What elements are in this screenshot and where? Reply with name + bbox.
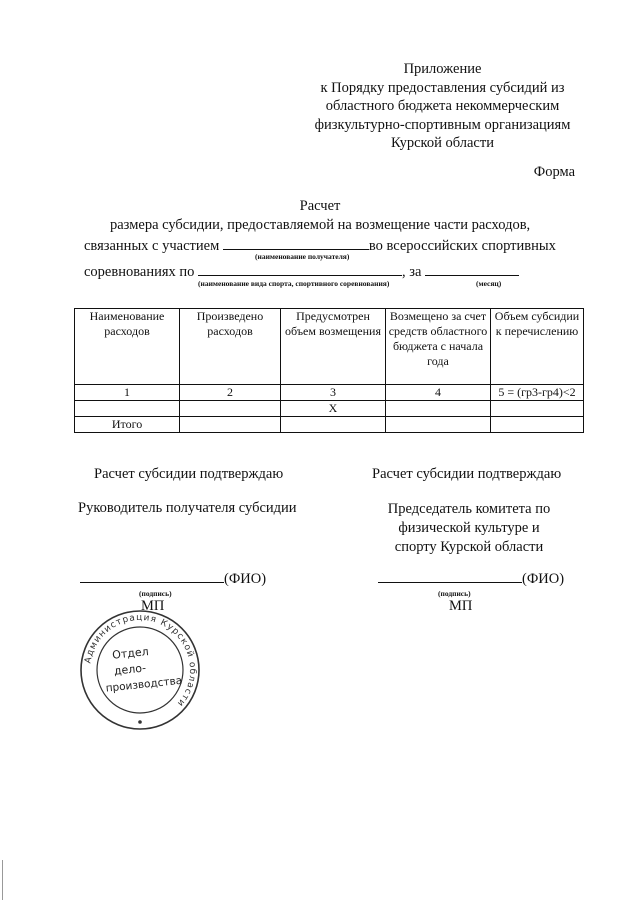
table-cell — [180, 417, 281, 433]
form-label: Форма — [533, 164, 575, 180]
header-cell: Возмещено за счет средств областного бюджета с начала года — [386, 309, 491, 385]
caption-recipient: (наименование получателя) — [255, 252, 350, 261]
number-cell: 1 — [75, 385, 180, 401]
right-role-line: Председатель комитета по — [387, 501, 551, 517]
sport-blank — [198, 261, 402, 276]
left-role-text: Руководитель получателя субсидии — [78, 500, 297, 516]
calc-line-3 — [84, 261, 519, 281]
appendix-line: физкультурно-спортивным организациям — [314, 116, 571, 133]
table-cell — [491, 417, 584, 433]
calc-line-2-prefix: связанных с участием — [84, 238, 220, 254]
number-cell: 3 — [281, 385, 386, 401]
calc-table — [74, 308, 584, 433]
recipient-blank — [223, 235, 369, 250]
calc-line-3-prefix: соревнованиях по — [84, 264, 195, 280]
right-mp-label: МП — [449, 598, 473, 614]
table-cell — [491, 401, 584, 417]
left-mp-label: МП — [141, 598, 165, 614]
number-cell: 4 — [386, 385, 491, 401]
right-role-block — [360, 500, 578, 557]
month-blank — [425, 261, 519, 276]
left-signature-blank — [80, 568, 224, 583]
number-cell: 5 = (гр3-гр4)<2 — [491, 385, 584, 401]
right-role-line: физической культуре и — [398, 520, 540, 536]
right-signature-caption: (подпись) — [438, 589, 471, 598]
stamp-center-line: производства — [105, 674, 183, 695]
header-cell: Предусмотрен объем возмещения — [281, 309, 386, 385]
stamp-center-line: дело- — [113, 661, 147, 678]
table-row — [75, 401, 584, 417]
table-number-row — [75, 385, 584, 401]
total-label-cell: Итого — [75, 417, 180, 433]
table-total-row — [75, 417, 584, 433]
stamp-ring-text: Администрация Курской области — [83, 612, 198, 709]
right-confirm-text: Расчет субсидии подтверждаю — [372, 466, 562, 482]
appendix-line: Курской области — [391, 135, 494, 151]
table-cell — [75, 401, 180, 417]
right-fio-label: (ФИО) — [522, 571, 565, 587]
right-signature-blank — [378, 568, 522, 583]
header-cell: Наименование расходов — [75, 309, 180, 385]
table-cell — [386, 401, 491, 417]
right-role-line: спорту Курской области — [394, 539, 544, 555]
number-cell: 2 — [180, 385, 281, 401]
calc-line-1: размера субсидии, предоставляемой на возмещение части расходов, — [110, 217, 531, 233]
caption-month: (месяц) — [476, 279, 502, 288]
appendix-block — [300, 60, 585, 153]
appendix-line: к Порядку предоставления субсидий из — [320, 79, 565, 96]
table-cell — [386, 417, 491, 433]
table-cell — [180, 401, 281, 417]
left-confirm-text: Расчет субсидии подтверждаю — [94, 466, 284, 482]
left-signature-line — [80, 568, 266, 588]
appendix-title: Приложение — [403, 61, 482, 77]
appendix-line: областного бюджета некоммерческим — [325, 98, 560, 114]
stamp-center-line: Отдел — [111, 645, 150, 662]
calc-line-3-mid: , за — [402, 264, 422, 280]
table-header-row — [75, 309, 584, 385]
left-fio-label: (ФИО) — [224, 571, 267, 587]
left-signature-caption: (подпись) — [139, 589, 172, 598]
calc-title: Расчет — [299, 198, 341, 214]
x-mark-cell: Х — [281, 401, 386, 417]
right-signature-line — [378, 568, 564, 588]
scan-edge-mark — [2, 860, 3, 900]
calc-line-2-suffix: во всероссийских спортивных — [368, 238, 556, 254]
header-cell: Произведено расходов — [180, 309, 281, 385]
header-cell: Объем субсидии к перечислению — [491, 309, 584, 385]
official-stamp — [78, 608, 202, 732]
caption-sport: (наименование вида спорта, спортивного соревнования) — [198, 279, 390, 288]
table-cell — [281, 417, 386, 433]
